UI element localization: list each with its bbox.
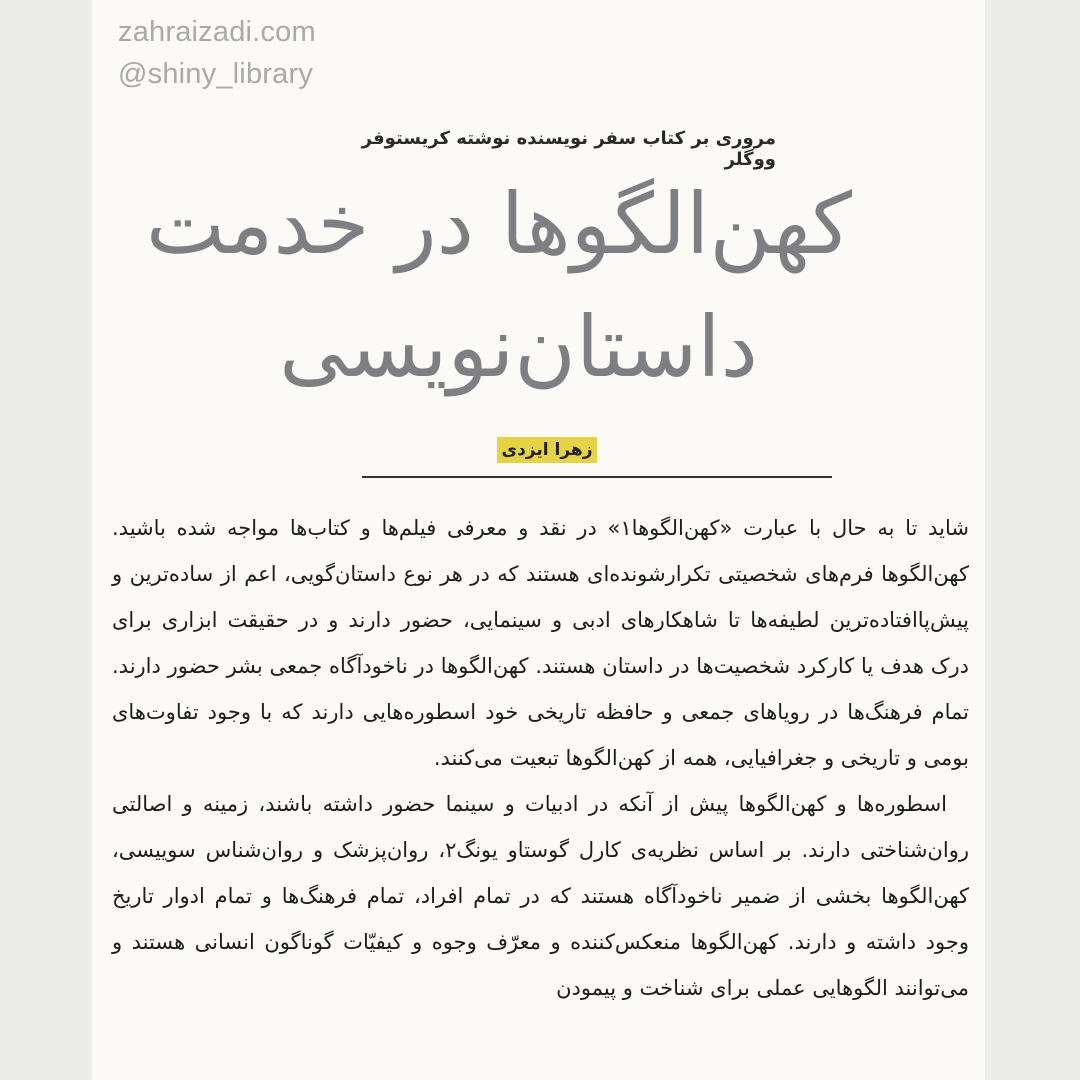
article-body xyxy=(112,505,969,1011)
article-title-line-2: داستان‌نویسی xyxy=(279,298,758,396)
article-title-line-1: کهن‌الگوها در خدمت xyxy=(145,175,852,273)
title-divider xyxy=(362,476,832,478)
left-background xyxy=(0,0,92,1080)
body-paragraph-1: شاید تا به حال با عبارت «کهن‌الگوها۱» در نقد و معرفی فیلم‌ها و کتاب‌ها مواجه شده باشید. کهن‌الگوها فرم‌های شخصیتی تکرارشونده‌ای هستند که در هر نوع داستان‌گویی، اعم از ساده‌ترین و پیش‌پاافتاده‌ترین لطیفه‌ها تا شاهکارهای ادبی و سینمایی، حضور دارند و در حقیقت ابزاری برای درک هدف یا کارکرد شخصیت‌ها در داستان هستند. کهن‌الگوها در ناخودآگاه جمعی بشر حضور دارند. تمام فرهنگ‌ها در رویاهای جمعی و حافظه تاریخی خود اسطوره‌هایی دارند که با وجود تفاوت‌های بومی و تاریخی و جغرافیایی، همه از کهن‌الگوها تبعیت می‌کنند. xyxy=(112,516,970,770)
watermark-handle: @shiny_library xyxy=(118,58,314,90)
article-subtitle: مروری بر کتاب سفر نویسنده نوشته کریستوفر ووگلر xyxy=(361,128,776,170)
body-paragraph-2: اسطوره‌ها و کهن‌الگوها پیش از آنکه در ادبیات و سینما حضور داشته باشند، زمینه و اصالتی روان‌شناختی دارند. بر اساس نظریه‌ی کارل گوستاو یونگ۲، روان‌پزشک و روان‌شناس سوییسی، کهن‌الگوها بخشی از ضمیر ناخودآگاه هستند که در تمام افراد، تمام فرهنگ‌ها و تمام ادوار تاریخ وجود داشته و دارند. کهن‌الگوها منعکس‌کننده و معرّف وجوه و کیفیّات گوناگون انسانی هستند و می‌توانند الگوهایی عملی برای شناخت و پیمودن xyxy=(112,792,969,1000)
author-badge: زهرا ایزدی xyxy=(497,437,597,463)
right-background xyxy=(985,0,1080,1080)
watermark-site: zahraizadi.com xyxy=(118,16,316,48)
